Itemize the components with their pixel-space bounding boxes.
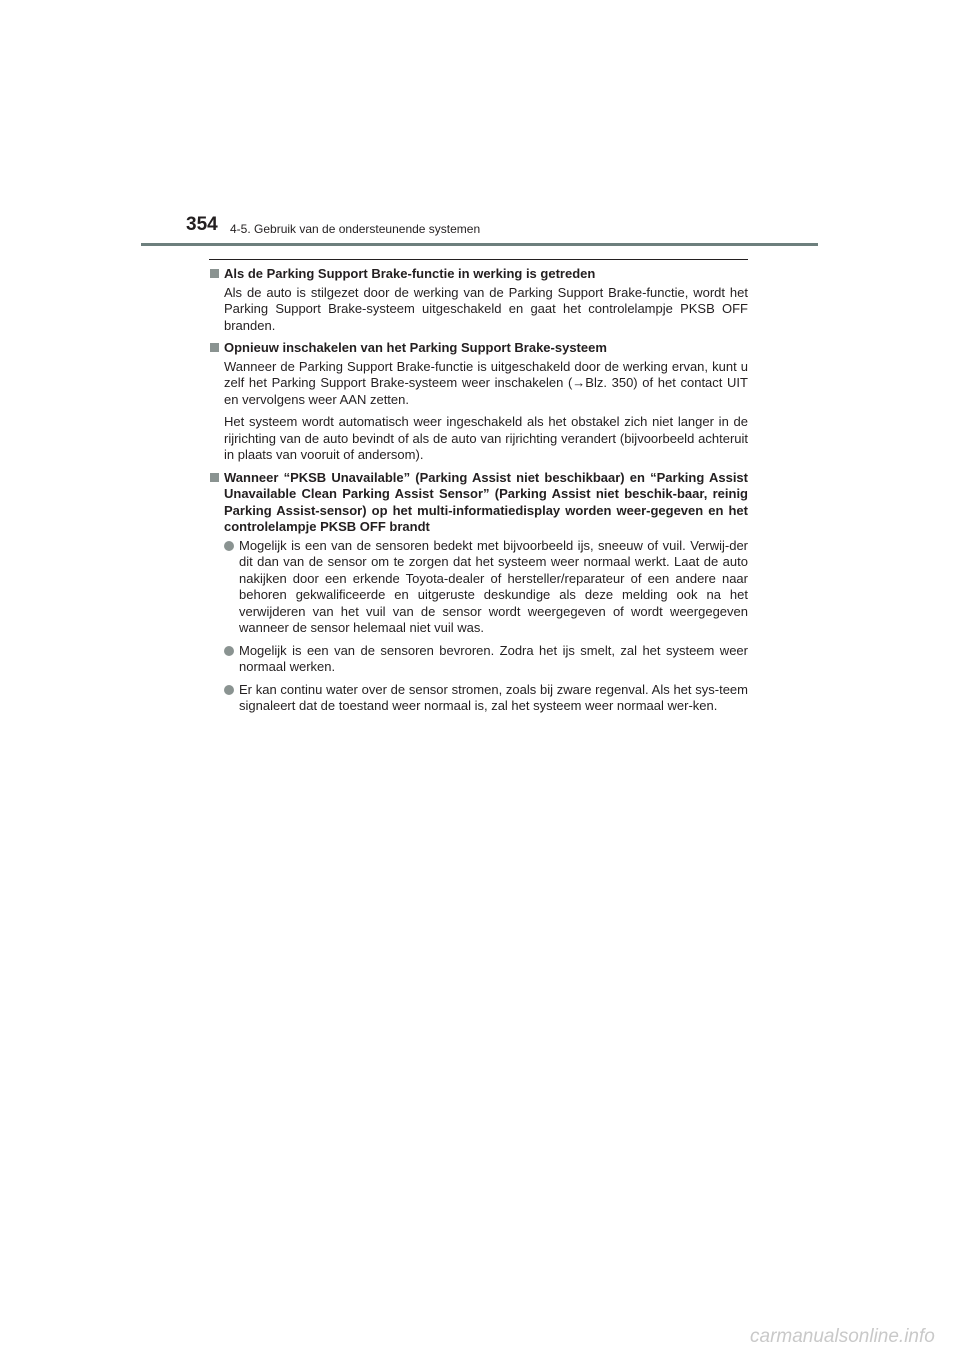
header-rule [141, 243, 818, 246]
bullet-text: Mogelijk is een van de sensoren bedekt met bijvoorbeeld ijs, sneeuw of vuil. Verwij-der dit dan van de sensor om te zorgen dat het systeem weer normaal werkt. Laat de auto nakijken door een erkende Toyota-dealer of hersteller/reparateur of een andere naar behoren gekwalificeerde en uitgeruste deskundige als deze melding ook na het verwijderen van het vuil van de sensor wordt weergegeven of wordt weergegeven wanneer de sensor helemaal niet vuil was. [239, 537, 748, 635]
section-heading [209, 470, 748, 536]
square-bullet-icon [210, 269, 219, 278]
section-reactivate-pksb [209, 340, 748, 464]
square-bullet-icon [210, 343, 219, 352]
bullet-item [209, 643, 748, 676]
bullet-item [209, 682, 748, 715]
bullet-text: Er kan continu water over de sensor stromen, zoals bij zware regenval. Als het sys-teem signaleert dat de toestand weer normaal is, zal het systeem weer normaal wer-ken. [239, 681, 748, 713]
content-rule [209, 259, 748, 260]
section-heading-text: Wanneer “PKSB Unavailable” (Parking Assist niet beschikbaar) en “Parking Assist Unavailable Clean Parking Assist Sensor” (Parking Assist niet beschik-baar, reinig Parking Assist-sensor) op het multi-informatiedisplay worden weer-gegeven en het controlelampje PKSB OFF brandt [224, 469, 748, 534]
circle-bullet-icon [224, 541, 234, 551]
circle-bullet-icon [224, 685, 234, 695]
bullet-text: Mogelijk is een van de sensoren bevroren. Zodra het ijs smelt, zal het systeem weer normaal werken. [239, 642, 748, 674]
square-bullet-icon [210, 473, 219, 482]
section-heading-text: Opnieuw inschakelen van het Parking Support Brake-systeem [224, 340, 607, 355]
paragraph: Wanneer de Parking Support Brake-functie is uitgeschakeld door de werking ervan, kunt u zelf het Parking Support Brake-systeem weer inschakelen (→Blz. 350) of het contact UIT en vervolgens weer AAN zetten. [224, 358, 748, 407]
content-area [209, 266, 748, 721]
section-heading-text: Als de Parking Support Brake-functie in werking is getreden [224, 266, 596, 281]
section-pksb-activated [209, 266, 748, 334]
section-pksb-unavailable [209, 470, 748, 715]
bullet-item [209, 538, 748, 637]
section-heading [209, 340, 748, 357]
paragraph: Het systeem wordt automatisch weer ingeschakeld als het obstakel zich niet langer in de rijrichting van de auto bevindt of als de auto van rijrichting verandert (bijvoorbeeld achteruit in plaats van vooruit of andersom). [224, 414, 748, 462]
circle-bullet-icon [224, 646, 234, 656]
page-number: 354 [186, 214, 218, 235]
section-heading [209, 266, 748, 283]
chapter-title: 4-5. Gebruik van de ondersteunende systemen [230, 222, 481, 236]
watermark: carmanualsonline.info [750, 1326, 935, 1347]
paragraph: Als de auto is stilgezet door de werking van de Parking Support Brake-functie, wordt het Parking Support Brake-systeem uitgeschakeld en gaat het controlelampje PKSB OFF branden. [224, 284, 748, 333]
